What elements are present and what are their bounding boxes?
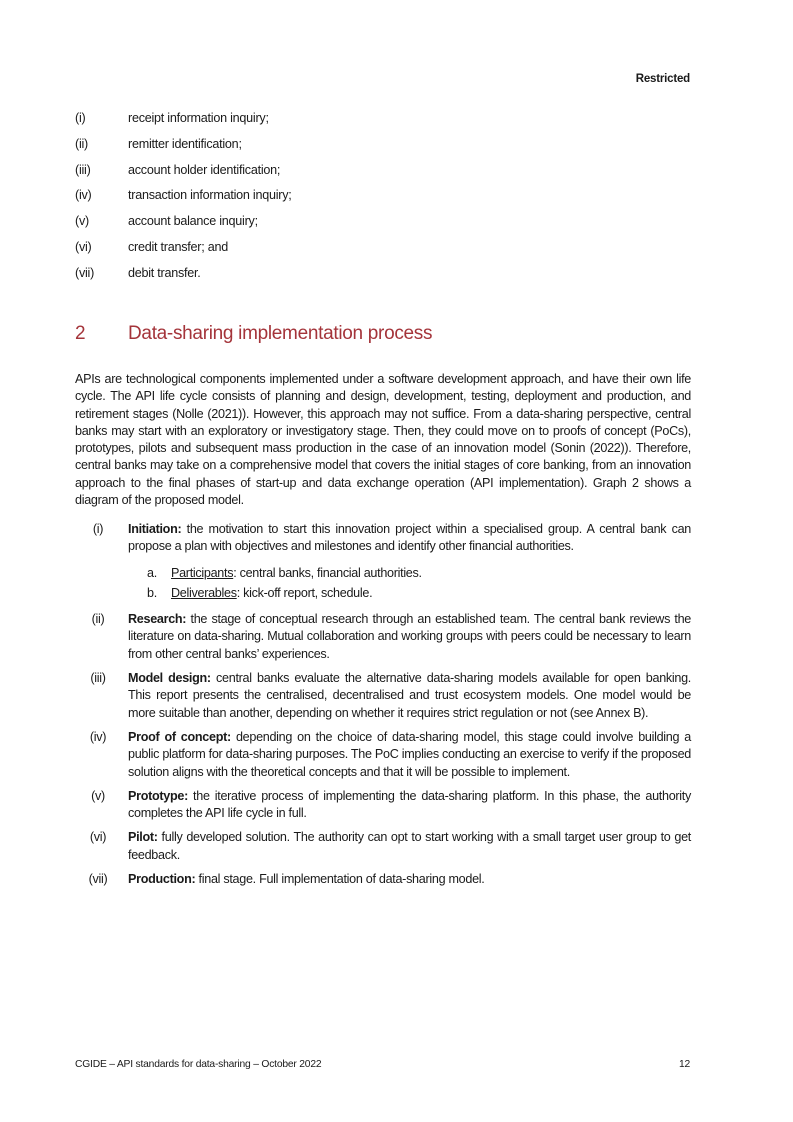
page-number: 12 (678, 1059, 690, 1070)
section-title: Data-sharing implementation process (128, 323, 433, 344)
list-item-number: (i) (75, 111, 86, 125)
list-item (75, 188, 695, 214)
list-item (75, 214, 695, 240)
list-item-text: remitter identification; (128, 136, 242, 151)
list-item-text: receipt information inquiry; (128, 111, 269, 125)
stage-title: Initiation: (128, 522, 182, 536)
sub-item-text: : central banks, financial authorities. (233, 565, 422, 580)
list-item (75, 266, 695, 292)
stage-description: the stage of conceptual research through an established team. The central bank reviews the literature on data-sharing. Mutual collaboration and working groups with peers could be necessary to learn from other central banks’ experiences. (128, 612, 691, 661)
stage-description: depending on the choice of data-sharing model, this stage could involve building a public platform for data-sharing purposes. The PoC implies conducting an exercise to verify if the proposed solution aligns with the theoretical concepts and that it will be possible to implement. (128, 729, 691, 779)
list-item-number: (iii) (75, 162, 91, 177)
stage-title: Proof of concept: (128, 729, 231, 744)
stage-number: (iv) (89, 729, 107, 744)
page-footer (75, 1059, 690, 1070)
list-item (75, 163, 695, 189)
stage-number: (vii) (88, 872, 108, 887)
stage-title: Model design: (128, 671, 211, 686)
stage-number: (ii) (91, 612, 105, 627)
stage-number: (vi) (89, 830, 107, 845)
stage-description: central banks evaluate the alternative data-sharing models available for open banking. This report presents the centralised, decentralised and trust ecosystem models. One model would be more suitable than another, depending on whether it requires strict regulation or not (see Annex B). (128, 671, 691, 720)
stage-description: the iterative process of implementing the data-sharing platform. In this phase, the authority completes the API life cycle in full. (128, 788, 691, 821)
sub-item-letter: a. (147, 565, 157, 580)
classification-label: Restricted (635, 73, 690, 85)
stage-item (68, 829, 691, 864)
sub-item (147, 583, 691, 604)
section-heading (75, 323, 432, 345)
stage-title: Prototype: (128, 788, 188, 803)
footer-title: CGIDE – API standards for data-sharing – October 2022 (75, 1059, 322, 1070)
intro-paragraph: APIs are technological components implemented under a software development approach, and have their own life cycle. The API life cycle consists of planning and design, development, testing, deployment and production, and retirement stages (Nolle (2021)). However, this approach may not suffice. From a data-sharing perspective, central banks may start with an exploratory or investigatory stage. Then, they could move on to proofs of concept (PoCs), prototypes, pilots and subsequent mass production in the case of an innovation model (Sonin (2022)). Therefore, central banks may take on a comprehensive model that covers the initial stages of core banking, from an innovation approach to the final phases of start-up and data exchange operation (API implementation). Graph 2 shows a diagram of the proposed model. (75, 372, 691, 508)
stage-item (68, 729, 691, 781)
intro-list (75, 111, 695, 292)
list-item-number: (vii) (75, 265, 95, 280)
stage-description: fully developed solution. The authority can opt to start working with a small target user group to get feedback. (128, 830, 691, 862)
sub-item-term: Deliverables (171, 586, 237, 601)
stage-number: (iii) (90, 671, 106, 686)
stage-number: (v) (91, 788, 105, 803)
list-item (75, 137, 695, 163)
list-item-text: transaction information inquiry; (128, 188, 292, 203)
section-number: 2 (75, 323, 86, 344)
list-item-text: credit transfer; and (128, 239, 228, 254)
stage-sub-list (147, 563, 691, 605)
stage-description: final stage. Full implementation of data-sharing model. (195, 872, 485, 887)
list-item (75, 240, 695, 266)
list-item-number: (v) (75, 214, 89, 229)
stage-description: the motivation to start this innovation project within a specialised group. A central bank can propose a plan with objectives and milestones and identify other financial authorities. (128, 522, 691, 554)
sub-item-letter: b. (147, 586, 157, 601)
list-item-text: account holder identification; (128, 162, 281, 177)
stage-item (68, 521, 691, 604)
sub-item-text: : kick-off report, schedule. (236, 586, 373, 601)
list-item-text: debit transfer. (128, 265, 201, 280)
stage-item (68, 611, 691, 663)
stage-number: (i) (92, 522, 104, 536)
sub-item-term: Participants (171, 565, 234, 580)
stage-title: Production: (128, 872, 196, 887)
list-item (75, 111, 695, 137)
sub-item (147, 563, 691, 584)
list-item-number: (vi) (75, 239, 92, 254)
stage-title: Pilot: (128, 830, 158, 845)
list-item-text: account balance inquiry; (128, 214, 258, 229)
stage-item (68, 788, 691, 823)
stage-item (68, 871, 691, 888)
list-item-number: (iv) (75, 188, 92, 203)
stage-title: Research: (128, 612, 187, 627)
list-item-number: (ii) (75, 136, 88, 151)
stages-list (68, 521, 691, 888)
stage-item (68, 670, 691, 722)
